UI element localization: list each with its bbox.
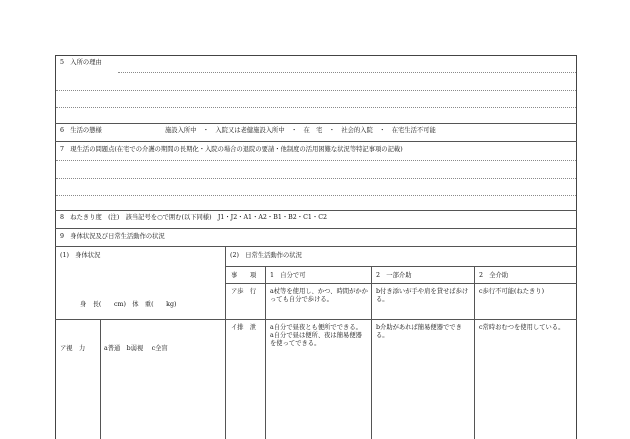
adl-header-col1: 1 自分で可	[270, 272, 306, 279]
section7-writing-line-2	[56, 178, 576, 179]
physical-row-divider	[55, 319, 225, 320]
adl-row-toilet-col3: c常時おむつを使用している。	[479, 324, 565, 331]
vision-divider	[100, 319, 101, 439]
adl-row-toilet-item: イ排 泄	[231, 324, 257, 331]
adl-row-walking-item: ア歩 行	[231, 288, 257, 295]
section7-writing-line-3	[56, 195, 576, 196]
vision-label: ア視 力	[60, 345, 86, 352]
adl-col-divider-1	[265, 266, 266, 439]
divider-9-sub	[55, 246, 577, 247]
adl-row1-bottom	[225, 319, 577, 320]
adl-row-walking-col3: c歩行不可能(ねたきり)	[479, 288, 545, 295]
adl-header-item: 事 項	[231, 272, 257, 279]
divider-9-top	[55, 228, 577, 229]
section5-label: 5 入所の理由	[60, 59, 102, 66]
section5-writing-line-1	[118, 72, 576, 73]
divider-7-top	[55, 141, 577, 142]
section6-options: 施設入所中 ・ 入院又は老健施設入所中 ・ 在 宅 ・ 社会的入院 ・ 在宅生活不可能	[165, 127, 436, 134]
section9-label: 9 身体状況及び日常生活動作の状況	[60, 233, 165, 240]
adl-header-col3: 2 全介助	[479, 272, 509, 279]
adl-header-col2: 2 一部介助	[376, 272, 412, 279]
form-frame	[55, 55, 577, 439]
physical-adl-divider	[225, 246, 226, 439]
adl-col-divider-3	[474, 266, 475, 439]
divider-8-top	[55, 210, 577, 211]
adl-row-walking-col2: b付き添いが手や肩を貸せば歩ける。	[376, 288, 469, 303]
section8-label: 8 ねたきり度 (注) 該当記号を○で囲む(以下同様) J1・J2・A1・A2・B1・B2・C1・C2	[60, 214, 328, 221]
adl-header-top	[225, 266, 577, 267]
adl-header-bottom	[225, 283, 577, 284]
divider-6-top	[55, 123, 577, 124]
section7-label: 7 現生活の問題点(在宅での介護の期間の長期化・入院の場合の退院の要請・他制度の活用困難な状況等特記事項の記載)	[60, 146, 403, 153]
adl-title: (2) 日常生活動作の状況	[230, 252, 302, 259]
section6-label: 6 生活の態様	[60, 127, 102, 134]
adl-col-divider-2	[371, 266, 372, 439]
physical-title: (1) 身体状況	[60, 252, 101, 259]
physical-height-weight: 身 長( cm) 体 重( kg)	[80, 301, 177, 308]
section5-writing-line-2	[56, 90, 576, 91]
adl-row-toilet-col2: b介助があれば簡易便器でできる。	[376, 324, 462, 339]
section5-writing-line-3	[56, 107, 576, 108]
section7-writing-line-1	[56, 160, 576, 161]
adl-row-toilet-col1: a自分で昼夜とも便所でできる。 a自分で昼は便所、夜は簡易便器を使ってできる。	[270, 324, 362, 347]
adl-row-walking-col1: a杖等を使用し、かつ、時間がかかっても自分で歩ける。	[270, 288, 368, 303]
vision-options: a普通 b弱視 c全盲	[104, 345, 168, 352]
